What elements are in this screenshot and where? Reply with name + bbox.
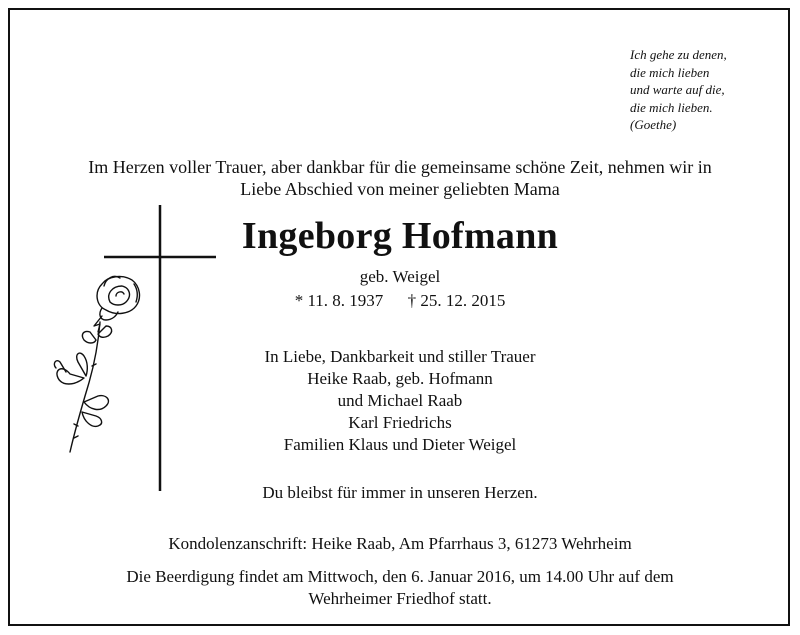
mourners-line: Heike Raab, geb. Hofmann xyxy=(307,369,493,388)
funeral-notice xyxy=(0,566,800,610)
mourners-list xyxy=(0,346,800,456)
quote-line: die mich lieben. xyxy=(630,99,713,115)
life-dates xyxy=(0,290,800,312)
quote-line: die mich lieben xyxy=(630,64,710,80)
quote-line: Ich gehe zu denen, xyxy=(630,47,727,62)
intro-line-1: Im Herzen voller Trauer, aber dankbar für die gemeinsame schöne Zeit, nehmen wir in xyxy=(88,157,712,177)
mourners-line: Familien Klaus und Dieter Weigel xyxy=(283,435,517,454)
death-date: † 25. 12. 2015 xyxy=(407,291,506,310)
birth-date: * 11. 8. 1937 xyxy=(294,291,384,310)
funeral-line-2: Wehrheimer Friedhof statt. xyxy=(308,589,492,608)
deceased-name: Ingeborg Hofmann xyxy=(241,215,559,257)
intro-text xyxy=(0,156,800,200)
condolence-address: Kondolenzanschrift: Heike Raab, Am Pfarrhaus 3, 61273 Wehrheim xyxy=(168,534,632,553)
intro-line-2: Liebe Abschied von meiner geliebten Mama xyxy=(240,179,560,199)
maiden-name: geb. Weigel xyxy=(359,267,441,286)
quote-line: und warte auf die, xyxy=(630,82,725,97)
mourners-line: In Liebe, Dankbarkeit und stiller Trauer xyxy=(264,347,536,366)
goethe-quote xyxy=(630,46,780,134)
mourners-line: und Michael Raab xyxy=(337,391,463,410)
motto-text: Du bleibst für immer in unseren Herzen. xyxy=(262,483,538,502)
quote-author: (Goethe) xyxy=(630,117,677,132)
funeral-line-1: Die Beerdigung findet am Mittwoch, den 6. Januar 2016, um 14.00 Uhr auf dem xyxy=(126,567,674,586)
mourners-line: Karl Friedrichs xyxy=(348,413,452,432)
